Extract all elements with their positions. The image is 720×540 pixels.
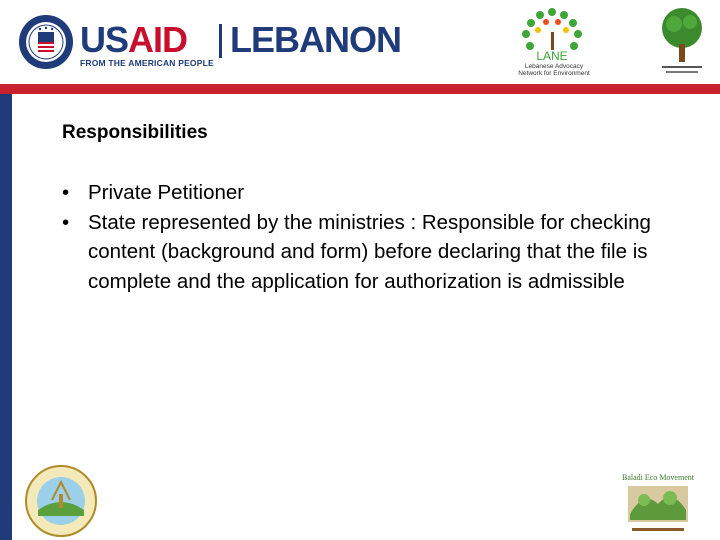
bullet-list [62,178,682,296]
lane-subtitle: Lebanese Advocacy Network for Environment [518,63,590,77]
bullet-item [62,178,682,208]
slide-title: Responsibilities [62,122,208,143]
university-logo-icon [22,464,100,538]
lane-name: LANE [536,49,568,63]
eco-name: Baladi Eco Movement [622,473,694,482]
left-accent-bar [0,94,12,540]
eco-movement-logo-icon [618,470,698,538]
bullet-dot: • [62,210,70,234]
bullet-text: Private Petitioner [88,181,245,204]
bullet-item [62,208,682,297]
bullet-dot: • [62,181,70,204]
usaid-tagline: FROM THE AMERICAN PEOPLE [80,58,214,68]
usaid-country: LEBANON [230,19,401,60]
usaid-divider [219,24,222,58]
header-red-bar [0,84,720,94]
bullet-text: State represented by the ministries : Responsible for checking content (background and form) before declaring that the file is complete and the application for authorization is admissible [88,210,651,293]
slide-header [0,0,720,84]
tree-logo-icon [652,4,712,80]
usaid-wordmark: USAID [80,19,188,60]
usaid-seal-icon [18,14,74,70]
